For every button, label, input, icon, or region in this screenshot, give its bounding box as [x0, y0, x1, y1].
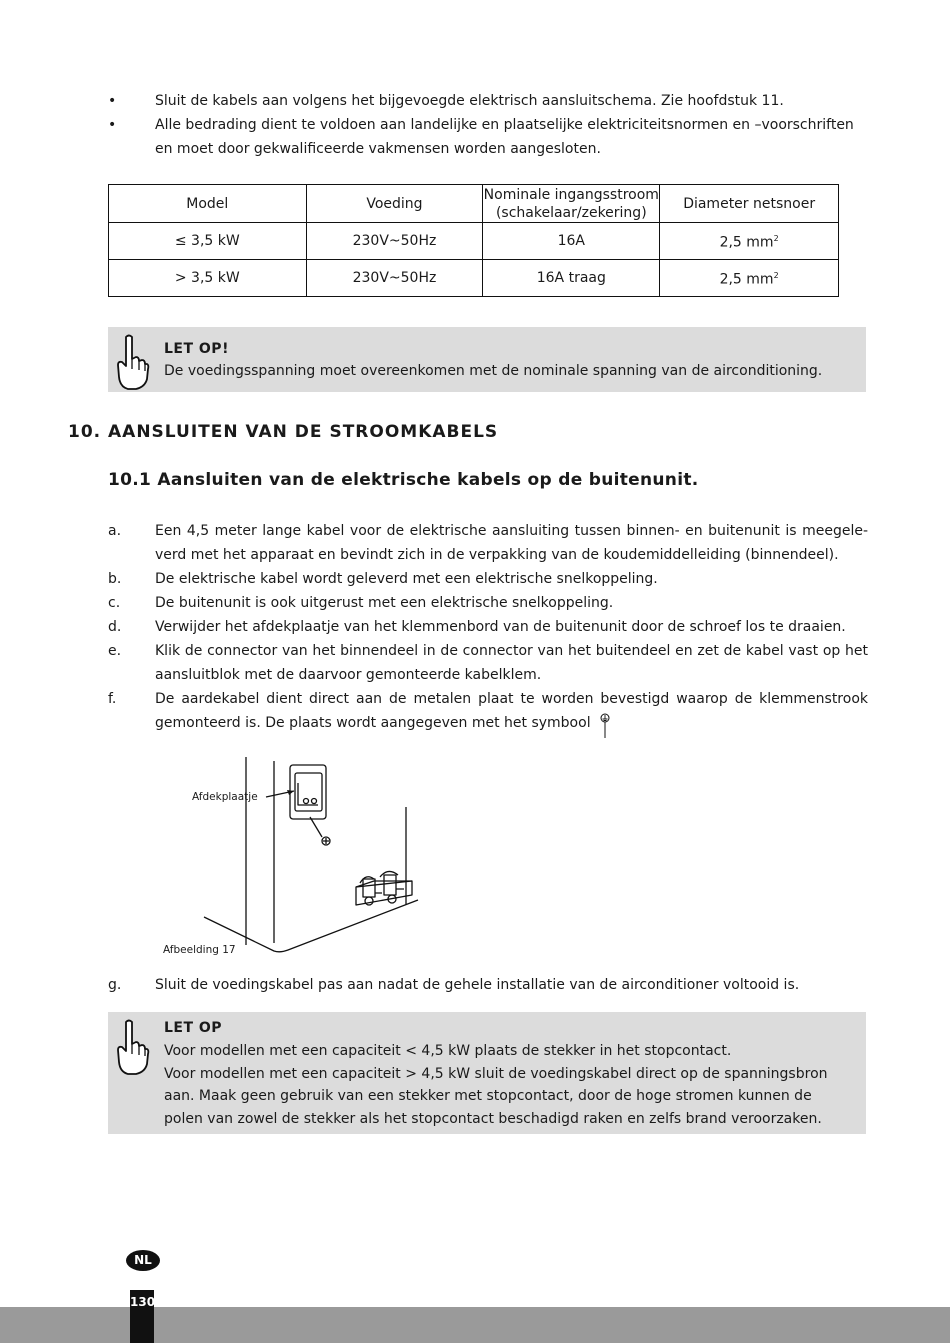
header-cell-voeding: Voeding: [306, 185, 483, 223]
note-title: LET OP!: [164, 341, 229, 357]
cell-value: 2,5 mm: [719, 271, 774, 288]
step-text: Sluit de voedingskabel pas aan nadat de gehele installatie van de airconditioner voltooid is.: [155, 977, 800, 993]
note-text: De voedingsspanning moet overeenkomen met de nominale spanning van de airconditioning.: [164, 363, 823, 379]
table-cell: [660, 260, 839, 297]
section-title: AANSLUITEN VAN DE STROOMKABELS: [108, 422, 499, 442]
list-item: [108, 519, 868, 567]
bullet-dot: •: [108, 93, 117, 109]
instruction-list-continued: [108, 973, 868, 997]
list-item: [108, 973, 868, 997]
step-text: Verwijder het afdekplaatje van het klemmenbord van de buitenunit door de schroef los te draaien.: [155, 619, 846, 635]
step-label: e.: [108, 643, 122, 659]
step-label: a.: [108, 523, 122, 539]
bullet-item: [108, 113, 868, 161]
note-title: LET OP: [164, 1020, 223, 1036]
header-cell-current: [483, 185, 660, 223]
instruction-list: [108, 519, 868, 739]
intro-bullets: [108, 89, 868, 161]
language-badge: NL: [126, 1250, 160, 1271]
table-row: [109, 260, 839, 297]
bullet-text: Alle bedrading dient te voldoen aan landelijke en plaatselijke elektriciteitsnormen en –voorschriften en moet door gekwalificeerde vakmensen worden aangesloten.: [155, 117, 854, 157]
step-label: f.: [108, 691, 117, 707]
cell-superscript: 2: [773, 234, 779, 244]
cell-value: 2,5 mm: [719, 234, 774, 251]
earth-ground-icon: [599, 713, 611, 739]
diagram-drawing: [160, 755, 450, 965]
step-text: De buitenunit is ook uitgerust met een elektrische snelkoppeling.: [155, 595, 614, 611]
table-row: [109, 223, 839, 260]
bullet-dot: •: [108, 117, 117, 133]
list-item: [108, 591, 868, 615]
table-cell: 230V~50Hz: [306, 223, 483, 260]
table-cell: ≤ 3,5 kW: [109, 223, 307, 260]
note-text: [164, 1040, 844, 1130]
step-text: Een 4,5 meter lange kabel voor de elektrische aansluiting tussen binnen- en buitenunit is meegele- verd met het apparaat en bevindt zich in de verpakking van de koudemiddelleiding (binnendeel).: [155, 523, 868, 563]
specification-table: [108, 184, 839, 297]
step-text: De aardekabel dient direct aan de metalen plaat te worden bevestigd waarop de klemmenstrook gemonteerd is. De plaats wordt aangegeven met het symbool: [155, 691, 868, 731]
list-item: [108, 615, 868, 639]
header-cell-diameter: Diameter netsnoer: [660, 185, 839, 223]
step-label: c.: [108, 595, 121, 611]
step-label: d.: [108, 619, 122, 635]
bullet-item: [108, 89, 868, 113]
list-item: [108, 687, 868, 739]
warning-note: [108, 1012, 866, 1134]
step-text: De elektrische kabel wordt geleverd met een elektrische snelkoppeling.: [155, 571, 658, 587]
step-label: b.: [108, 571, 122, 587]
subsection-heading: 10.1 Aansluiten van de elektrische kabels op de buitenunit.: [108, 470, 699, 490]
step-text: Klik de connector van het binnendeel in de connector van het buitendeel en zet de kabel vast op het aansluitblok met de daarvoor gemonteerde kabelklem.: [155, 643, 868, 683]
note-line: Voor modellen met een capaciteit > 4,5 kW sluit de voedingskabel direct op de spanningsbron aan. Maak geen gebruik van een stekker met stopcontact, door de hoge stromen kunnen de polen van zowel de stekker als het stopcontact beschadigd raken en zelfs brand veroorzaken.: [164, 1065, 828, 1127]
table-cell: 16A: [483, 223, 660, 260]
figure-caption: Afbeelding 17: [163, 944, 236, 956]
cell-superscript: 2: [773, 271, 779, 281]
table-cell: 16A traag: [483, 260, 660, 297]
page-number: 130: [130, 1295, 156, 1309]
bullet-text: Sluit de kabels aan volgens het bijgevoegde elektrisch aansluitschema. Zie hoofdstuk 11.: [155, 93, 784, 109]
table-cell: [660, 223, 839, 260]
section-number: 10.: [68, 422, 102, 442]
note-line: Voor modellen met een capaciteit < 4,5 kW plaats de stekker in het stopcontact.: [164, 1043, 732, 1059]
outdoor-unit-diagram: [160, 755, 450, 965]
table-header-row: [109, 185, 839, 223]
list-item: [108, 639, 868, 687]
table-cell: 230V~50Hz: [306, 260, 483, 297]
step-label: g.: [108, 977, 122, 993]
list-item: [108, 567, 868, 591]
pointing-hand-icon: [114, 333, 150, 393]
header-current-line2: (schakelaar/zekering): [495, 204, 647, 221]
table-cell: > 3,5 kW: [109, 260, 307, 297]
header-current-line1: Nominale ingangsstroom: [483, 186, 659, 203]
figure-label-cover: Afdekplaatje: [192, 791, 258, 803]
header-cell-model: Model: [109, 185, 307, 223]
pointing-hand-icon: [114, 1018, 150, 1078]
section-heading: [68, 422, 498, 442]
warning-note: [108, 327, 866, 392]
